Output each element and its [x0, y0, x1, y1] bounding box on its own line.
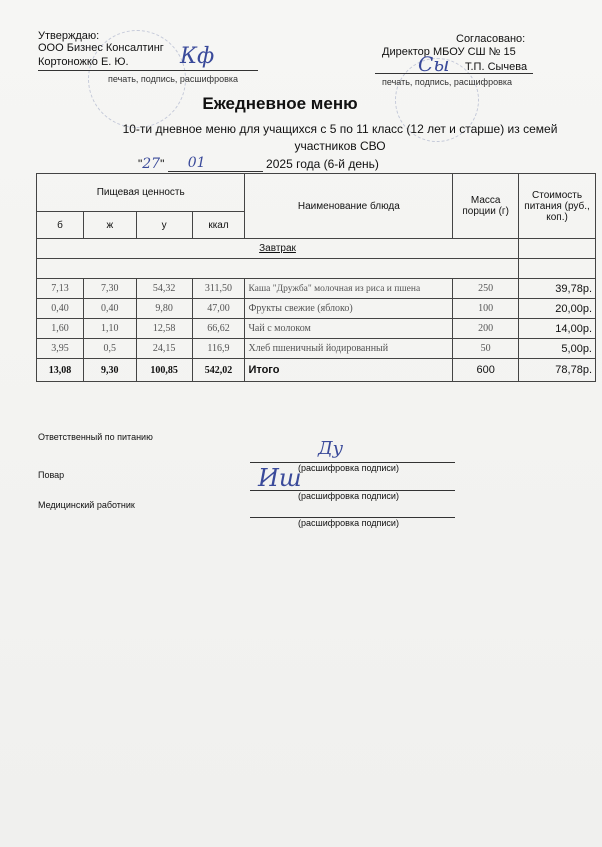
approve-org: ООО Бизнес Консалтинг [38, 42, 164, 54]
total-u: 100,85 [136, 359, 192, 382]
medic-caption: (расшифровка подписи) [298, 518, 399, 528]
table-row [37, 299, 596, 319]
section-label: Завтрак [259, 243, 296, 254]
total-row [37, 359, 596, 382]
cell-mass: 50 [453, 339, 519, 359]
col-header-zh: ж [83, 212, 136, 239]
cell-dish: Фрукты свежие (яблоко) [245, 299, 453, 319]
cell-b: 0,40 [37, 299, 84, 319]
cook-label: Повар [38, 470, 65, 480]
agree-signature: Сы [418, 52, 450, 76]
approve-caption: печать, подпись, расшифровка [108, 74, 239, 84]
cell-zh: 0,5 [83, 339, 136, 359]
date-quote-close: " [160, 157, 165, 171]
cell-kcal: 116,9 [192, 339, 245, 359]
page-title: Ежедневное меню [202, 94, 358, 113]
subtitle-line-1: 10-ти дневное меню для учащихся с 5 по 11 класс (12 лет и старше) из семей [122, 122, 558, 136]
cell-cost: 5,00р. [519, 339, 596, 359]
total-zh: 9,30 [83, 359, 136, 382]
cell-dish: Каша "Дружба" молочная из риса и пшена [245, 279, 453, 299]
table-row [37, 279, 596, 299]
total-b: 13,08 [37, 359, 84, 382]
total-label: Итого [245, 359, 453, 382]
cell-cost: 20,00р. [519, 299, 596, 319]
total-kcal: 542,02 [192, 359, 245, 382]
cell-b: 3,95 [37, 339, 84, 359]
cell-u: 54,32 [136, 279, 192, 299]
cost-header: Стоимость питания (руб., коп.) [519, 174, 596, 239]
cell-b: 7,13 [37, 279, 84, 299]
cell-kcal: 311,50 [192, 279, 245, 299]
cell-zh: 1,10 [83, 319, 136, 339]
section-breakfast [37, 239, 519, 259]
cook-caption: (расшифровка подписи) [298, 491, 399, 501]
empty-cell [519, 239, 596, 259]
empty-row [37, 259, 519, 279]
menu-table [36, 173, 596, 382]
cell-kcal: 66,62 [192, 319, 245, 339]
col-header-kcal: ккал [192, 212, 245, 239]
cell-cost: 14,00р. [519, 319, 596, 339]
col-header-u: у [136, 212, 192, 239]
cell-b: 1,60 [37, 319, 84, 339]
cell-dish: Чай с молоком [245, 319, 453, 339]
date-day: 27 [142, 156, 161, 172]
approve-signature-line [38, 70, 258, 71]
responsible-label: Ответственный по питанию [38, 432, 153, 442]
cell-mass: 250 [453, 279, 519, 299]
cell-u: 24,15 [136, 339, 192, 359]
nutrition-header: Пищевая ценность [37, 174, 245, 212]
cell-dish: Хлеб пшеничный йодированный [245, 339, 453, 359]
agree-caption: печать, подпись, расшифровка [382, 77, 513, 87]
cell-kcal: 47,00 [192, 299, 245, 319]
approve-title: Утверждаю: [38, 30, 100, 42]
cook-signature: Иш [258, 464, 302, 492]
agree-signature-line [375, 73, 533, 74]
agree-title: Согласовано: [456, 33, 526, 45]
cell-mass: 200 [453, 319, 519, 339]
cell-zh: 0,40 [83, 299, 136, 319]
cell-cost: 39,78р. [519, 279, 596, 299]
cell-mass: 100 [453, 299, 519, 319]
date-line [138, 156, 379, 172]
subtitle-line-2: участников СВО [294, 139, 386, 153]
date-month: 01 [187, 155, 206, 171]
table-row [37, 339, 596, 359]
cell-u: 9,80 [136, 299, 192, 319]
date-quote-open: " [138, 157, 143, 171]
dish-header: Наименование блюда [245, 174, 453, 239]
medic-label: Медицинский работник [38, 500, 135, 510]
date-month-line [168, 155, 263, 172]
total-mass: 600 [453, 359, 519, 382]
responsible-caption: (расшифровка подписи) [298, 463, 399, 473]
date-rest: 2025 года (6-й день) [266, 157, 379, 171]
mass-header: Масса порции (г) [453, 174, 519, 239]
col-header-b: б [37, 212, 84, 239]
total-cost: 78,78р. [519, 359, 596, 382]
empty-cell [519, 259, 596, 279]
agree-org: Директор МБОУ СШ № 15 [382, 46, 516, 58]
cell-zh: 7,30 [83, 279, 136, 299]
table-row [37, 319, 596, 339]
approve-signature: Кф [180, 44, 215, 69]
responsible-signature: Ду [318, 438, 344, 459]
agree-person: Т.П. Сычева [465, 61, 528, 73]
approve-person: Кортоножко Е. Ю. [38, 56, 129, 68]
cell-u: 12,58 [136, 319, 192, 339]
